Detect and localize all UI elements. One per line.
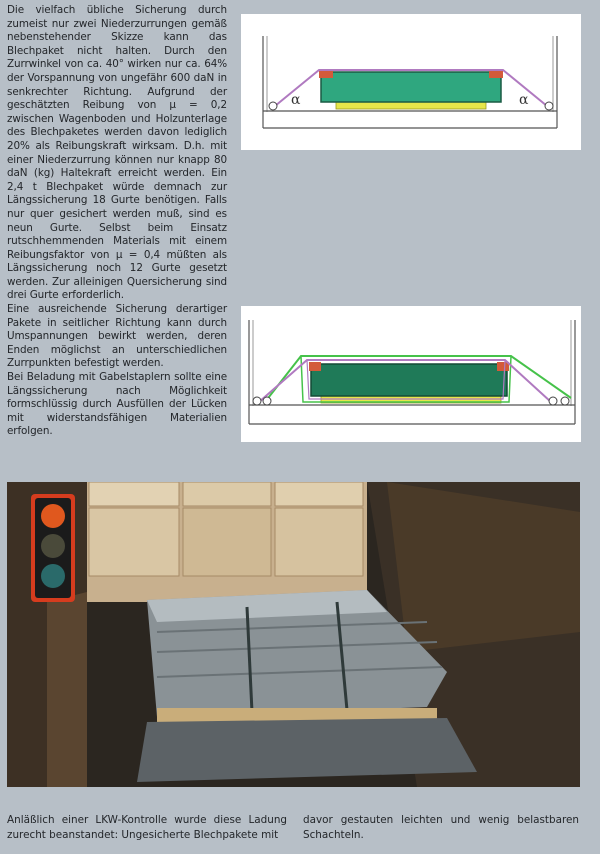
paragraph-forklift-loading: Bei Beladung mit Gabelstaplern sollte eine Längssicherung nach Möglichkeit formschlüssig durch Ausfüllen der Lücken mit widerstandsfähigen Materialien erfolgen. xyxy=(7,371,227,438)
lashing-point-left xyxy=(269,102,277,110)
truck-load-photo xyxy=(7,482,580,787)
photo-caption-left: Anläßlich einer LKW-Kontrolle wurde diese Ladung zurecht beanstandet: Ungesicherte Blechpakete mit xyxy=(7,814,287,841)
box-6 xyxy=(275,482,363,506)
corner-protector-left xyxy=(319,70,333,78)
left-wall-board xyxy=(47,592,87,787)
box-1 xyxy=(89,508,179,576)
loop-lashing-diagram-svg xyxy=(241,306,581,442)
lashing-point-left-2 xyxy=(263,397,271,405)
right-wall-panel xyxy=(387,482,580,652)
traffic-light-red-icon xyxy=(41,504,65,528)
angle-label-right: α xyxy=(519,92,529,108)
corner-protector-left xyxy=(309,362,321,371)
tie-down-diagram xyxy=(241,14,581,150)
lashing-point-left-1 xyxy=(253,397,261,405)
truck-load-photo-svg xyxy=(7,482,580,787)
body-text xyxy=(7,4,227,439)
corner-protector-right xyxy=(489,70,503,78)
photo-caption-right: davor gestauten leichten und wenig belastbaren Schachteln. xyxy=(303,814,579,841)
traffic-light-yellow-icon xyxy=(41,534,65,558)
box-4 xyxy=(89,482,179,506)
lashing-point-right-2 xyxy=(561,397,569,405)
box-5 xyxy=(183,482,271,506)
sheet-metal-package xyxy=(321,72,501,102)
traffic-light-green-icon xyxy=(41,564,65,588)
loop-lashing-diagram xyxy=(241,306,581,442)
paragraph-lateral-securing: Eine ausreichende Sicherung derartiger Pakete in seitlicher Richtung kann durch Umspannungen bewirkt werden, deren Enden möglichst an unterschiedlichen Zurrpunkten befestigt werden. xyxy=(7,303,227,370)
lower-sheet-stack xyxy=(137,718,477,782)
lashing-point-right xyxy=(545,102,553,110)
box-3 xyxy=(275,508,363,576)
tie-down-diagram-svg xyxy=(241,14,581,150)
sheet-metal-package xyxy=(311,364,507,396)
paragraph-lashing-calculation: Die vielfach übliche Sicherung durch zumeist nur zwei Niederzurrungen gemäß nebenstehender Skizze kann das Blechpaket nicht halten. Durch den Zurrwinkel von ca. 40° wirken nur ca. 64% der Vorspannung von ungefähr 600 daN in senkrechter Richtung. Aufgrund der geschätzten Reibung von µ = 0,2 zwischen Wagenboden und Holzunterlage des Blechpaketes werden davon lediglich 20% als Reibungskraft wirksam. D.h. mit einer Niederzurrung können nur knapp 80 daN (kg) Haltekraft erreicht werden. Ein 2,4 t Blechpaket würde demnach zur Längssicherung 18 Gurte benötigen. Falls nur quer gesichert werden muß, sind es neun Gurte. Selbst beim Einsatz rutschhemmenden Materials mit einem Reibungsfaktor von µ = 0,4 müßten als Längssicherung noch 12 Gurte gesetzt werden. Zur alleinigen Quersicherung sind drei Gurte erforderlich. xyxy=(7,4,227,302)
lashing-point-right-1 xyxy=(549,397,557,405)
angle-label-left: α xyxy=(291,92,301,108)
box-2 xyxy=(183,508,271,576)
